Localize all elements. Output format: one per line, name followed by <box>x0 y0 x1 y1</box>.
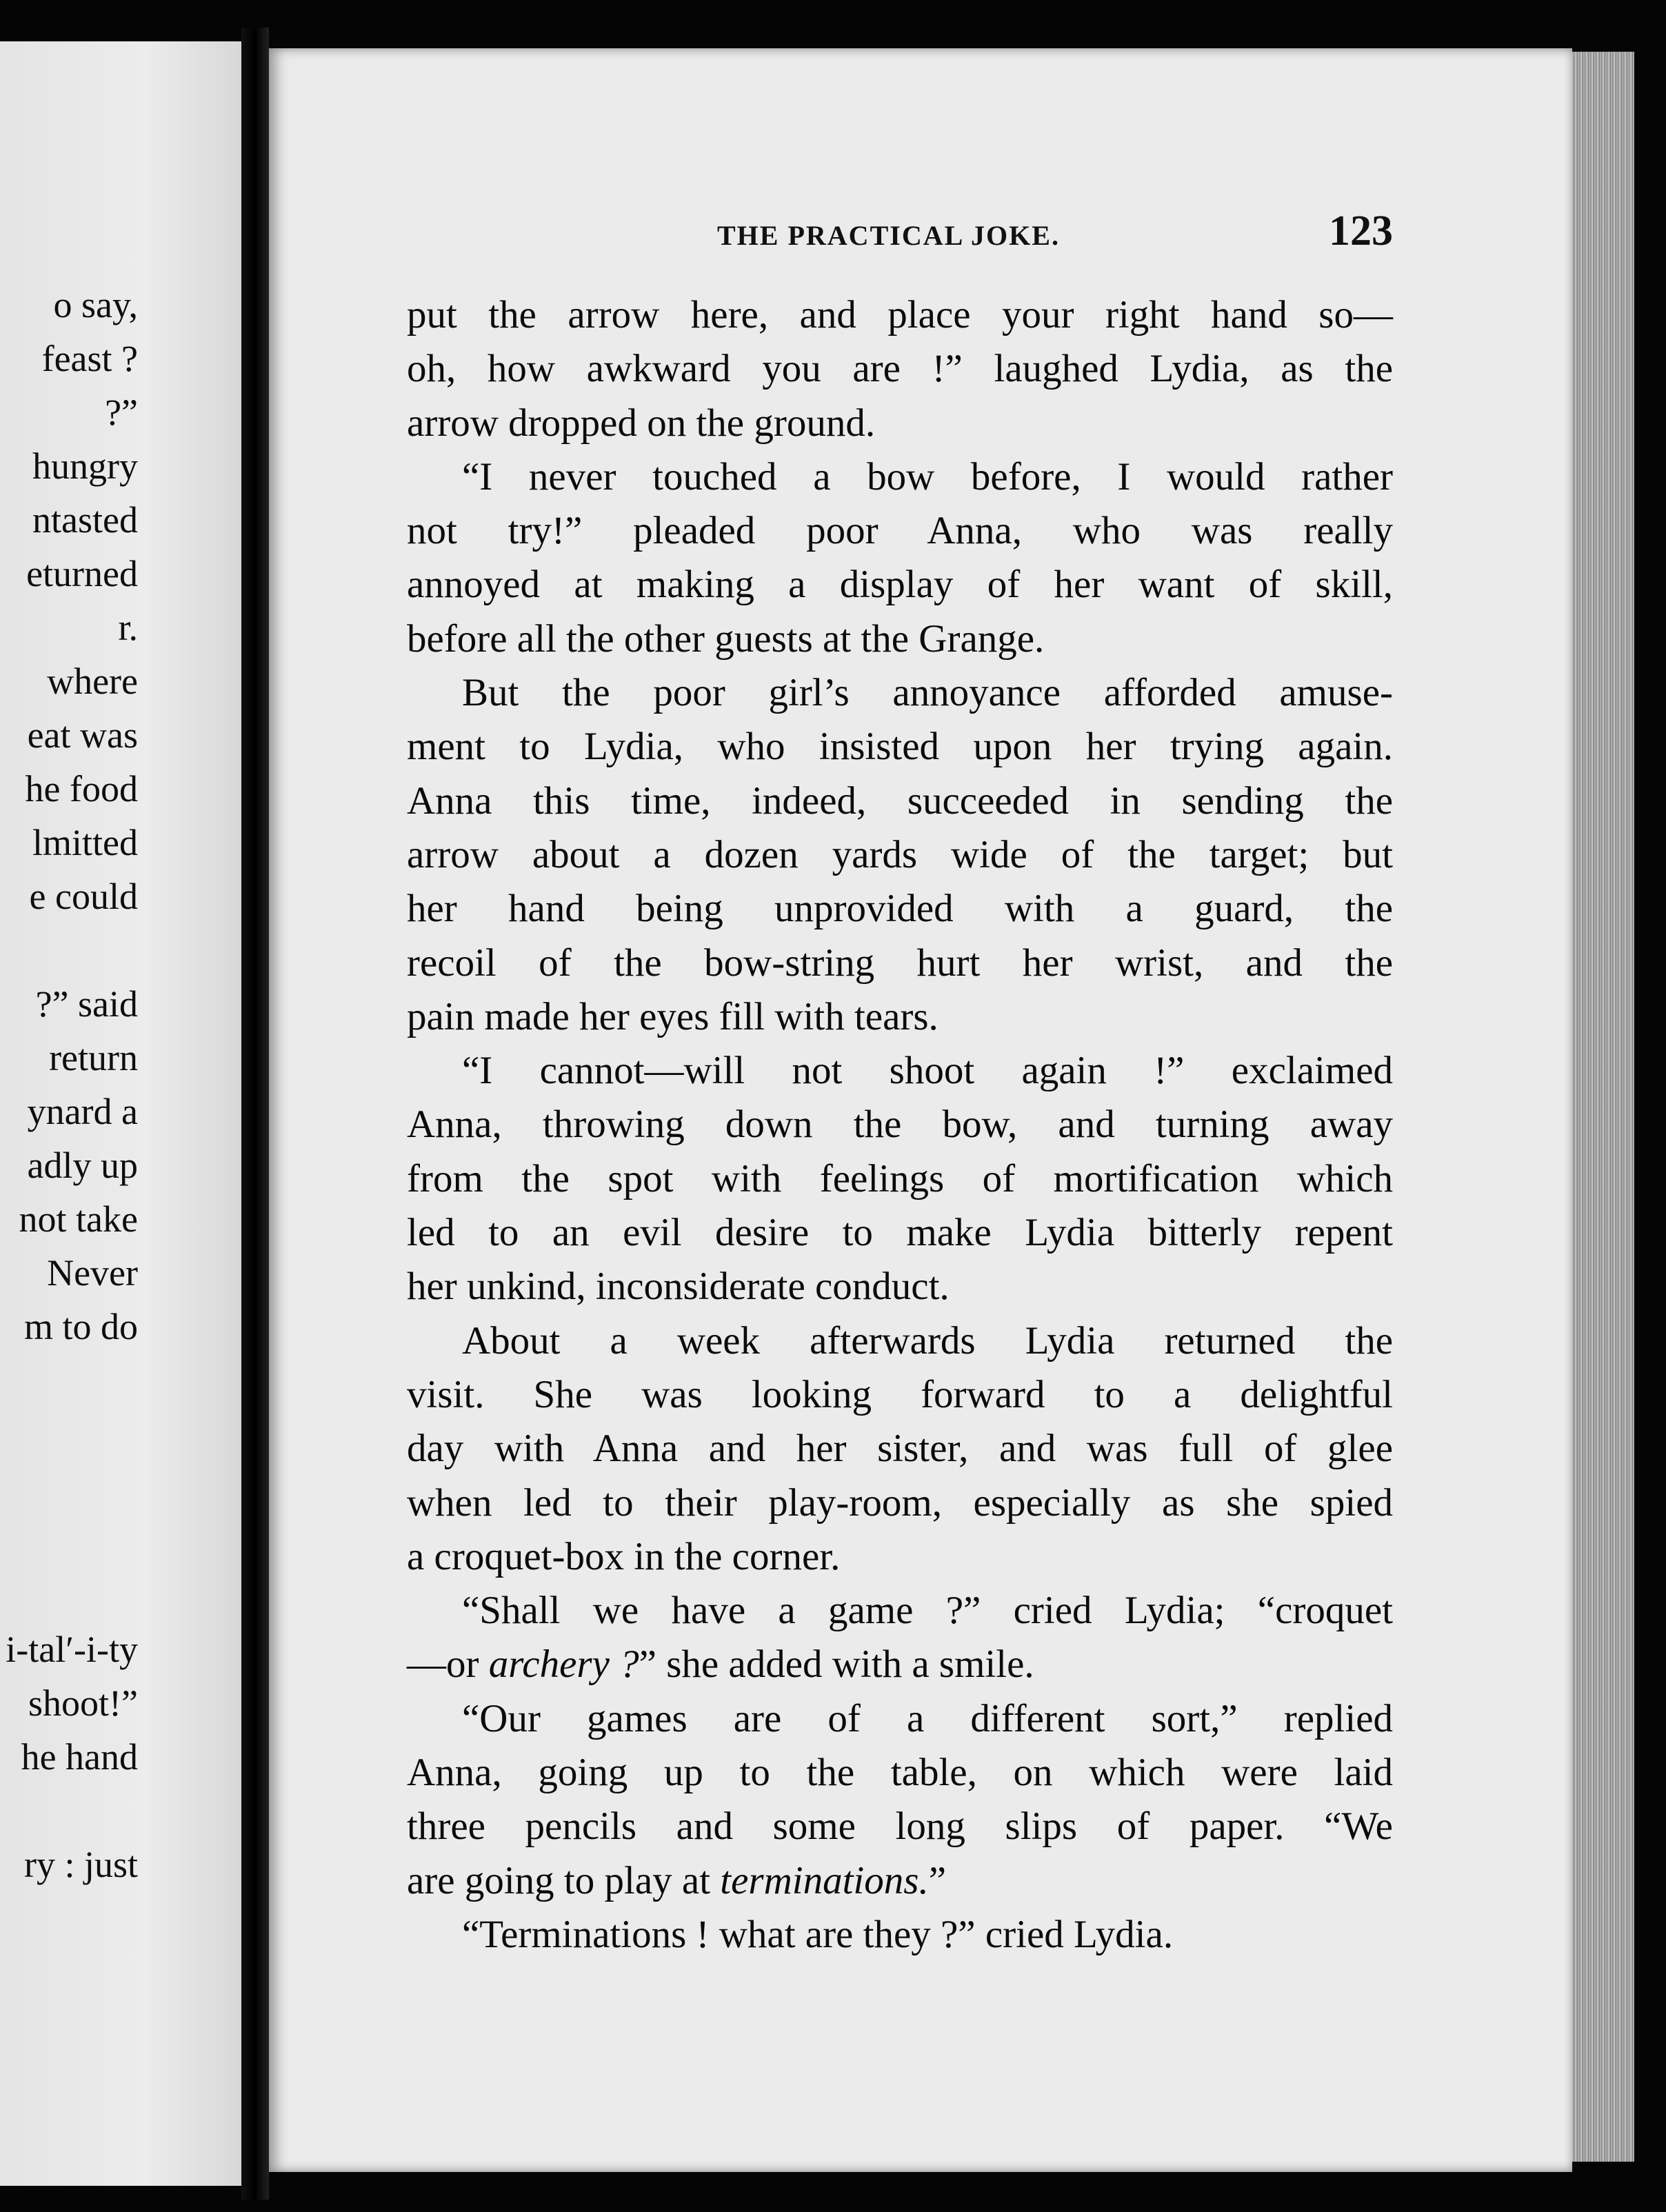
text-line: Anna, throwing down the bow, and turning away <box>407 1103 1393 1147</box>
left-page-fragment: e could <box>29 876 138 917</box>
text-line: But the poor girl’s annoyance afforded amuse- <box>462 671 1393 715</box>
text-line: Anna, going up to the table, on which were laid <box>407 1751 1393 1795</box>
text-line: annoyed at making a display of her want of skill, <box>407 563 1393 607</box>
left-page-fragment: ?” said <box>35 983 138 1025</box>
left-page-fragment: he hand <box>21 1736 138 1778</box>
text-line: not try!” pleaded poor Anna, who was really <box>407 509 1393 553</box>
left-page-fragment: lmitted <box>32 822 138 863</box>
left-page-fragment: m to do <box>23 1306 138 1347</box>
running-head: THE PRACTICAL JOKE. <box>717 220 1060 251</box>
text-line: arrow about a dozen yards wide of the target; but <box>407 832 1393 876</box>
page-header <box>407 207 1393 262</box>
text-line: “Our games are of a different sort,” replied <box>462 1696 1393 1740</box>
left-page-fragment: o say, <box>53 284 138 325</box>
text-line: arrow dropped on the ground. <box>407 401 876 445</box>
left-page-fragment: eturned <box>26 553 138 594</box>
text-line: oh, how awkward you are !” laughed Lydia, as the <box>407 347 1393 391</box>
text-line: before all the other guests at the Grange. <box>407 616 1045 661</box>
text-line: her unkind, inconsiderate conduct. <box>407 1265 950 1309</box>
text-run: —or <box>407 1642 489 1687</box>
text-line: Anna this time, indeed, succeeded in sending the <box>407 778 1393 823</box>
left-page-fragment: he food <box>25 768 138 810</box>
text-line <box>407 1854 1393 1908</box>
text-line: when led to their play-room, especially as she spied <box>407 1480 1393 1525</box>
text-run: are going to play at <box>407 1858 721 1902</box>
left-page-fragment: i-tal′-i-ty <box>6 1629 138 1670</box>
left-page-fragment: ynard a <box>27 1091 138 1132</box>
text-line: visit. She was looking forward to a delightful <box>407 1372 1393 1416</box>
book-gutter <box>241 28 269 2200</box>
text-run: ” she added with a smile. <box>639 1642 1034 1687</box>
italic-run: archery ? <box>488 1642 639 1687</box>
left-page-fragment: ?” <box>105 392 138 433</box>
left-page-fragment: shoot!” <box>28 1682 138 1724</box>
italic-run: terminations. <box>720 1858 929 1902</box>
page-body <box>407 288 1393 1962</box>
text-line: About a week afterwards Lydia returned the <box>462 1318 1393 1363</box>
text-line: three pencils and some long slips of paper. “We <box>407 1804 1393 1849</box>
left-page-fragment: eat was <box>27 714 138 756</box>
left-page-fragment: feast ? <box>41 338 138 379</box>
text-line: “Shall we have a game ?” cried Lydia; “croquet <box>462 1589 1393 1633</box>
left-page-fragment: return <box>49 1037 138 1078</box>
page-edges <box>1572 52 1634 2162</box>
text-line: day with Anna and her sister, and was full of glee <box>407 1427 1393 1471</box>
text-line: from the spot with feelings of mortification which <box>407 1156 1393 1200</box>
text-line: a croquet-box in the corner. <box>407 1534 841 1578</box>
text-line: recoil of the bow-string hurt her wrist, and the <box>407 941 1393 985</box>
text-line: put the arrow here, and place your right hand so— <box>407 293 1393 336</box>
left-page-fragment: not take <box>19 1198 138 1240</box>
left-page-fragment: Never <box>47 1252 138 1294</box>
page-number: 123 <box>1329 208 1393 254</box>
text-line: her hand being unprovided with a guard, the <box>407 887 1393 931</box>
text-line: “I never touched a bow before, I would rather <box>462 454 1393 499</box>
text-line: pain made her eyes fill with tears. <box>407 994 939 1038</box>
text-line: ment to Lydia, who insisted upon her trying again. <box>407 725 1393 769</box>
left-page-fragment: r. <box>118 607 138 648</box>
text-line: “I cannot—will not shoot again !” exclaimed <box>462 1049 1393 1093</box>
text-line: “Terminations ! what are they ?” cried Lydia. <box>462 1912 1174 1956</box>
previous-page-edge <box>0 41 241 2186</box>
left-page-fragment: where <box>47 661 138 702</box>
text-line: led to an evil desire to make Lydia bitterly repent <box>407 1211 1393 1255</box>
left-page-fragment: ry : just <box>23 1844 138 1885</box>
left-page-fragment: adly up <box>27 1145 138 1186</box>
text-run: ” <box>928 1858 947 1902</box>
left-page-fragment: hungry <box>32 445 138 487</box>
left-page-fragment: ntasted <box>32 499 138 541</box>
text-line <box>407 1638 1393 1691</box>
